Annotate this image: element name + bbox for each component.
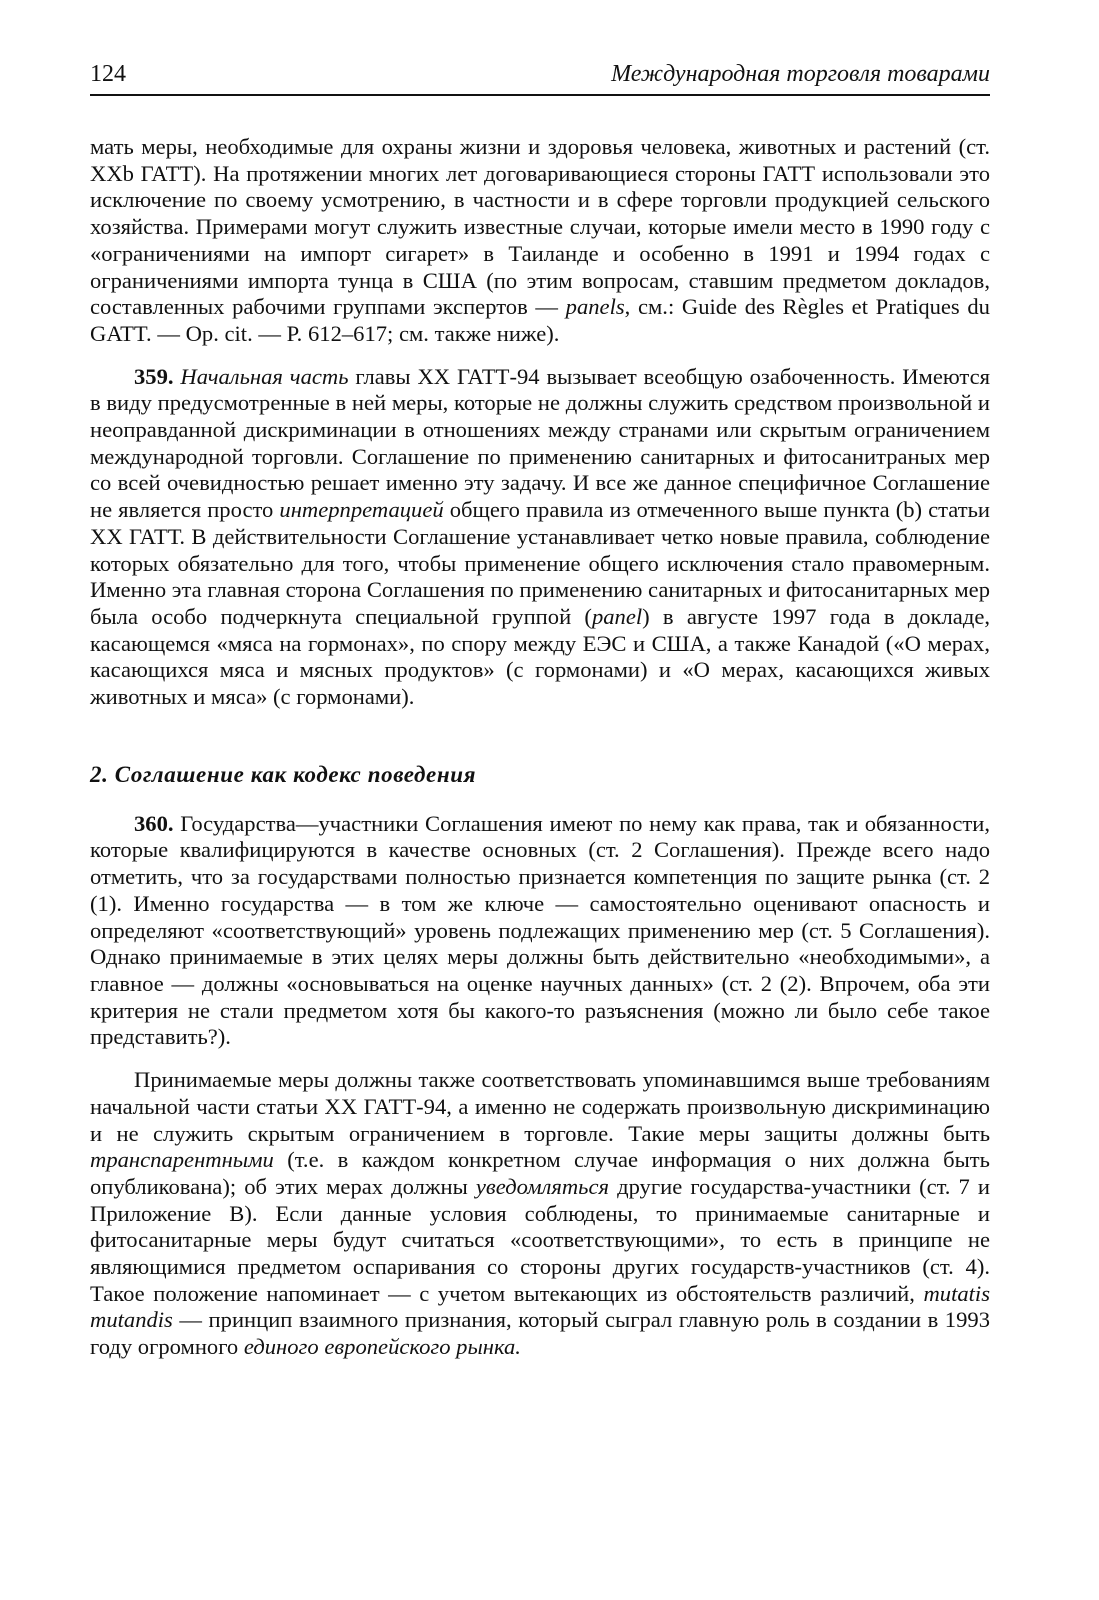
text-run: общего правила из отмеченного выше пункта (b) статьи XX ГАТТ. В действительности Соглашение устанавливает четко новые правила, соблюдение которых обязательно для того, чтобы применение общего исключения стало правомерным. Именно эта главная сторона Соглашения по применению санитарных и фитосанитарных мер была особо подчеркнута специальной группой ( bbox=[90, 497, 990, 629]
paragraph-number: 359. bbox=[134, 363, 174, 389]
page-number: 124 bbox=[90, 61, 126, 87]
italic-run: mutatis mutandis bbox=[90, 1280, 990, 1333]
paragraph-continuation bbox=[90, 134, 990, 348]
italic-run: интерпретацией bbox=[279, 497, 444, 523]
running-title: Международная торговля товарами bbox=[611, 61, 990, 87]
text-run: (т.е. в каждом конкретном случае информация о них должна быть опубликована); об этих мерах должны bbox=[90, 1147, 990, 1199]
italic-run: panels bbox=[565, 294, 625, 320]
text-run: мать меры, необходимые для охраны жизни и здоровья человека, животных и растений (ст. XXb ГАТТ). На протяжении многих лет договаривающиеся стороны ГАТТ использовали это исключение по своему усмотрению, в частности и в сфере торговли продукцией сельского хозяйства. Примерами могут служить известные случаи, которые имели место в 1990 году с «ограничениями на импорт сигарет» в Таиланде и особенно в 1991 и 1994 годах с ограничениями импорта тунца в США (по этим вопросам, ставшим предметом докладов, составленных рабочими группами экспертов — bbox=[90, 134, 990, 320]
italic-run: транспарентными bbox=[90, 1147, 274, 1173]
text-run: Государства—участники Соглашения имеют по нему как права, так и обязанности, которые квалифицируются в качестве основных (ст. 2 Соглашения). Прежде всего надо отметить, что за государствами полностью признается компетенция по защите рынка (ст. 2 (1). Именно государства — в том же ключе — самостоятельно оценивают опасность и определяют «соответствующий» уровень подлежащих применению мер (ст. 5 Соглашения). Однако принимаемые в этих целях меры должны быть действительно «необходимыми», а главное — должны «основываться на оценке научных данных» (ст. 2 (2). Впрочем, оба эти критерия не стали предметом хотя бы какого-то разъяснения (можно ли было себе такое представить?). bbox=[90, 810, 990, 1050]
paragraph-359 bbox=[90, 364, 990, 711]
italic-run: Начальная часть bbox=[180, 363, 349, 389]
italic-run: panel bbox=[591, 603, 643, 629]
body-text bbox=[90, 134, 990, 1361]
text-run: Принимаемые меры должны также соответствовать упоминавшимся выше требованиям начальной части статьи XX ГАТТ-94, а именно не содержать произвольную дискриминацию и не служить скрытым ограничением в торговле. Такие меры защиты должны быть bbox=[90, 1067, 990, 1146]
paragraph-measures bbox=[90, 1067, 990, 1361]
italic-run: единого европейского рынка. bbox=[243, 1334, 521, 1360]
italic-run: уведомляться bbox=[475, 1173, 609, 1199]
paragraph-360 bbox=[90, 811, 990, 1051]
text-run: ) в августе 1997 года в докладе, касающемся «мяса на гормонах», по спору между ЕЭС и США, а также Канадой («О мерах, касающихся мяса и мясных продуктов» (с гормонами) и «О мерах, касающихся живых животных и мяса» (с гормонами). bbox=[90, 603, 990, 710]
text-run: — принцип взаимного признания, который сыграл главную роль в создании в 1993 году огромного bbox=[90, 1307, 990, 1360]
text-run: , см.: Guide des Règles et Pratiques du GATT. — Op. cit. — P. 612–617; см. также ниже). bbox=[90, 294, 990, 346]
text-run: главы XX ГАТТ-94 вызывает всеобщую озабоченность. Имеются в виду предусмотренные в ней меры, которые не должны служить средством произвольной и неоправданной дискриминации в отношениях между странами или скрытым ограничением международной торговли. Соглашение по применению санитарных и фитосанитраных мер со всей очевидностью решает именно эту задачу. И все же данное специфичное Соглашение не является просто bbox=[90, 363, 991, 523]
book-page bbox=[90, 60, 990, 1361]
section-heading: 2. Соглашение как кодекс поведения bbox=[90, 761, 477, 787]
running-head bbox=[90, 60, 990, 96]
paragraph-number: 360. bbox=[134, 810, 174, 836]
text-run: другие государства-участники (ст. 7 и Приложение В). Если данные условия соблюдены, то принимаемые санитарные и фитосанитарные меры будут считаться «соответствующими», то есть в принципе не являющимися предметом оспаривания со стороны других государств-участников (ст. 4). Такое положение напоминает — с учетом вытекающих из обстоятельств различий, bbox=[90, 1173, 990, 1306]
